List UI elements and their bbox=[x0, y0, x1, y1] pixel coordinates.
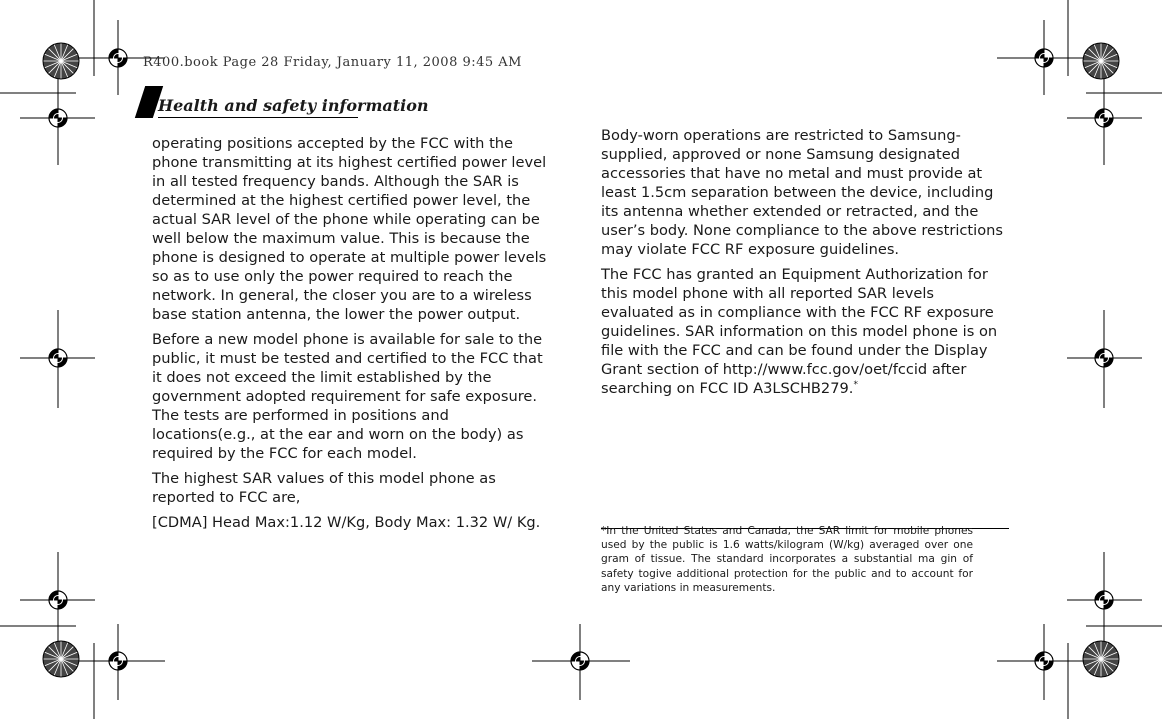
footnote-marker: * bbox=[853, 380, 858, 391]
page-header-title: Health and safety information bbox=[158, 96, 429, 115]
right-column bbox=[601, 126, 1009, 404]
paragraph: operating positions accepted by the FCC with the phone transmitting at its highest certified power level in all tested frequency bands. Although the SAR is determined at the highest certified power level, the actual SAR level of the phone while operating can be well below the maximum value. This is because the phone is designed to operate at multiple power levels so as to use only the power required to reach the network. In general, the closer you are to a wireless base station antenna, the lower the power output. bbox=[152, 135, 547, 323]
paragraph: Before a new model phone is available for sale to the public, it must be tested and certified to the FCC that it does not exceed the limit established by the government adopted requirement for safe exposure. The tests are performed in positions and locations(e.g., at the ear and worn on the body) as required by the FCC for each model. bbox=[152, 331, 543, 462]
footnote: *In the United States and Canada, the SAR limit for mobile phones used by the public is 1.6 watts/kilogram (W/kg) averaged over one gram of tissue. The standard incorporates a substantial ma gin of safety togive additional protection for the public and to account for any variations in measurements. bbox=[601, 525, 973, 594]
paragraph-text: The FCC has granted an Equipment Authorization for this model phone with all reported SAR levels evaluated as in compliance with the FCC RF exposure guidelines. SAR information on this model phone is on file with the FCC and can be found under the Display Grant section of http://www.fcc.gov/oet/fccid after searching on FCC ID A3LSCHB279. bbox=[601, 266, 998, 397]
print-slug-line: R400.book Page 28 Friday, January 11, 2008 9:45 AM bbox=[143, 55, 522, 70]
header-underline bbox=[158, 117, 358, 118]
paragraph bbox=[601, 265, 1009, 398]
left-column bbox=[152, 134, 556, 538]
paragraph: [CDMA] Head Max:1.12 W/Kg, Body Max: 1.32 W/ Kg. bbox=[152, 514, 541, 531]
paragraph: The highest SAR values of this model phone as reported to FCC are, bbox=[152, 470, 496, 506]
paragraph: Body-worn operations are restricted to Samsung-supplied, approved or none Samsung designated accessories that have no metal and must provide at least 1.5cm separation between the device, including its antenna whether extended or retracted, and the user’s body. None compliance to the above restrictions may violate FCC RF exposure guidelines. bbox=[601, 127, 1003, 258]
